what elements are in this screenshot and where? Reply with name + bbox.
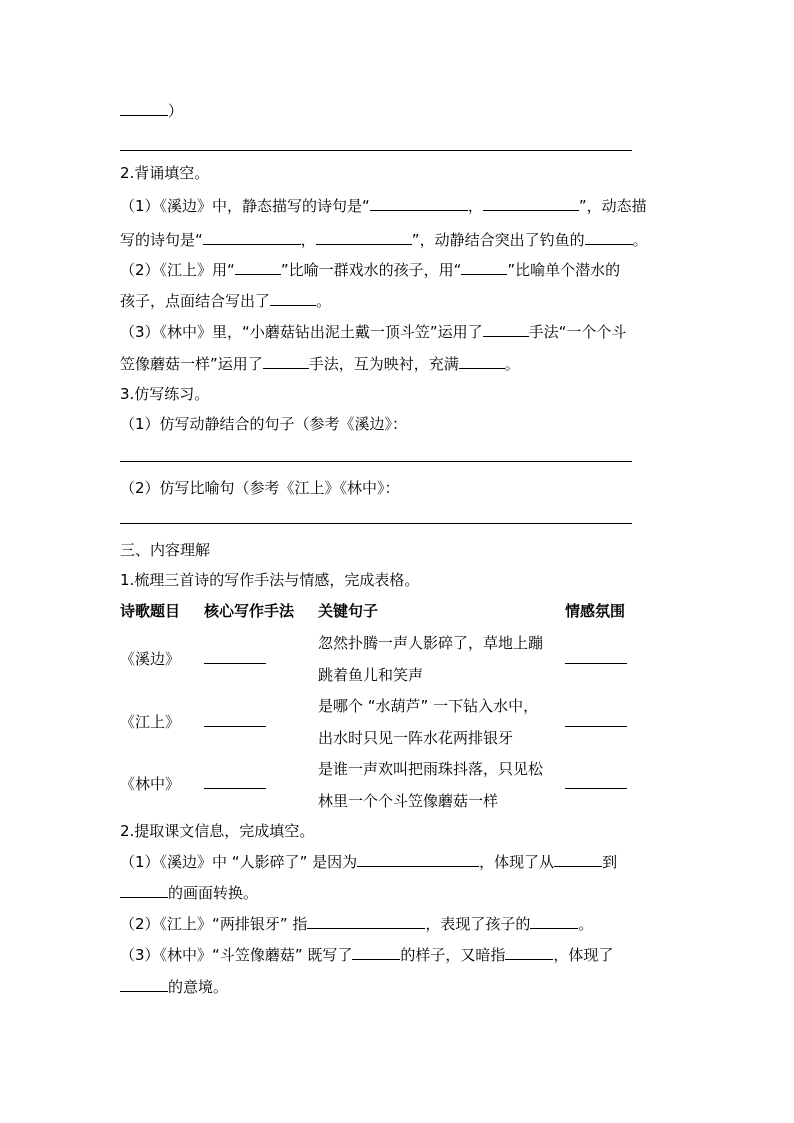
imitate-prompt-1: （1）仿写动静结合的句子（参考《溪边》：	[120, 415, 408, 433]
table-row-sentence-line: 是哪个 “水葫芦” 一下钻入水中，	[318, 697, 539, 715]
emotion-blank[interactable]	[565, 663, 627, 664]
table-row-title: 《江上》	[120, 713, 181, 731]
section-title-extract: 2.提取课文信息，完成填空。	[120, 822, 315, 840]
fill-blank[interactable]	[120, 883, 168, 898]
fill-blank[interactable]	[483, 322, 529, 337]
fill-blank[interactable]	[352, 945, 400, 960]
question-line: （3）《林中》里，“小蘑菇钻出泥土戴一顶斗笠”运用了 手法“一个个斗	[120, 323, 627, 341]
table-header-key-sentence: 关键句子	[318, 602, 379, 620]
section-title-imitate: 3.仿写练习。	[120, 385, 210, 403]
answer-line-tail	[120, 100, 183, 122]
table-header-emotion: 情感氛围	[565, 602, 626, 620]
answer-rule[interactable]	[120, 150, 632, 151]
fill-blank[interactable]	[505, 945, 553, 960]
fill-blank[interactable]	[357, 852, 479, 867]
emotion-blank[interactable]	[565, 726, 627, 727]
technique-blank[interactable]	[204, 663, 266, 664]
question-line: （2）《江上》用“ ”比喻一群戏水的孩子，用“ ”比喻单个潜水的	[120, 261, 621, 279]
table-row-sentence-line: 忽然扑腾一声人影碎了，草地上蹦	[318, 634, 544, 652]
table-row-sentence-line: 是谁一声欢叫把雨珠抖落，只见松	[318, 760, 544, 778]
fill-blank[interactable]	[120, 101, 168, 116]
fill-blank[interactable]	[483, 196, 579, 211]
table-header-technique: 核心写作手法	[204, 602, 295, 620]
question-line: 笠像蘑菇一样”运用了 手法，互为映衬，充满 。	[120, 355, 520, 373]
question-line: 写的诗句是“ ， ”，动静结合突出了钓鱼的 。	[120, 231, 648, 249]
answer-rule[interactable]	[120, 523, 632, 524]
table-header-title: 诗歌题目	[120, 602, 181, 620]
table-row-title: 《溪边》	[120, 650, 181, 668]
fill-blank[interactable]	[203, 230, 301, 245]
answer-rule[interactable]	[120, 461, 632, 462]
question-line: （3）《林中》“斗笠像蘑菇” 既写了 的样子，又暗指 ，体现了	[120, 946, 614, 964]
fill-blank[interactable]	[270, 291, 316, 306]
fill-blank[interactable]	[316, 230, 412, 245]
part-title-comprehension: 三、内容理解	[120, 541, 211, 559]
fill-blank[interactable]	[235, 260, 281, 275]
fill-blank[interactable]	[461, 260, 507, 275]
table-instruction: 1.梳理三首诗的写作手法与情感，完成表格。	[120, 571, 420, 589]
question-line: （2）《江上》“两排银牙” 指 ，表现了孩子的 。	[120, 915, 594, 933]
fill-blank[interactable]	[459, 354, 505, 369]
fill-blank[interactable]	[307, 914, 425, 929]
imitate-prompt-2: （2）仿写比喻句（参考《江上》《林中》：	[120, 479, 400, 497]
emotion-blank[interactable]	[565, 788, 627, 789]
technique-blank[interactable]	[204, 726, 266, 727]
table-row-title: 《林中》	[120, 775, 181, 793]
question-line: 孩子，点面结合写出了 。	[120, 292, 332, 310]
fill-blank[interactable]	[370, 196, 468, 211]
closing-paren: ）	[168, 102, 184, 120]
fill-blank[interactable]	[585, 230, 633, 245]
table-row-sentence-line: 林里一个个斗笠像蘑菇一样	[318, 792, 499, 810]
fill-blank[interactable]	[120, 977, 168, 992]
fill-blank[interactable]	[554, 852, 602, 867]
question-line: （1）《溪边》中 “人影碎了” 是因为 ，体现了从 到	[120, 853, 618, 871]
fill-blank[interactable]	[263, 354, 309, 369]
table-row-sentence-line: 跳着鱼儿和笑声	[318, 666, 424, 684]
section-title-recite: 2.背诵填空。	[120, 164, 210, 182]
question-line: 的画面转换。	[120, 882, 258, 904]
technique-blank[interactable]	[204, 788, 266, 789]
question-line: 的意境。	[120, 976, 228, 998]
fill-blank[interactable]	[530, 914, 578, 929]
question-line: （1）《溪边》中，静态描写的诗句是“ ， ”，动态描	[120, 197, 647, 215]
table-row-sentence-line: 出水时只见一阵水花两排银牙	[318, 729, 514, 747]
